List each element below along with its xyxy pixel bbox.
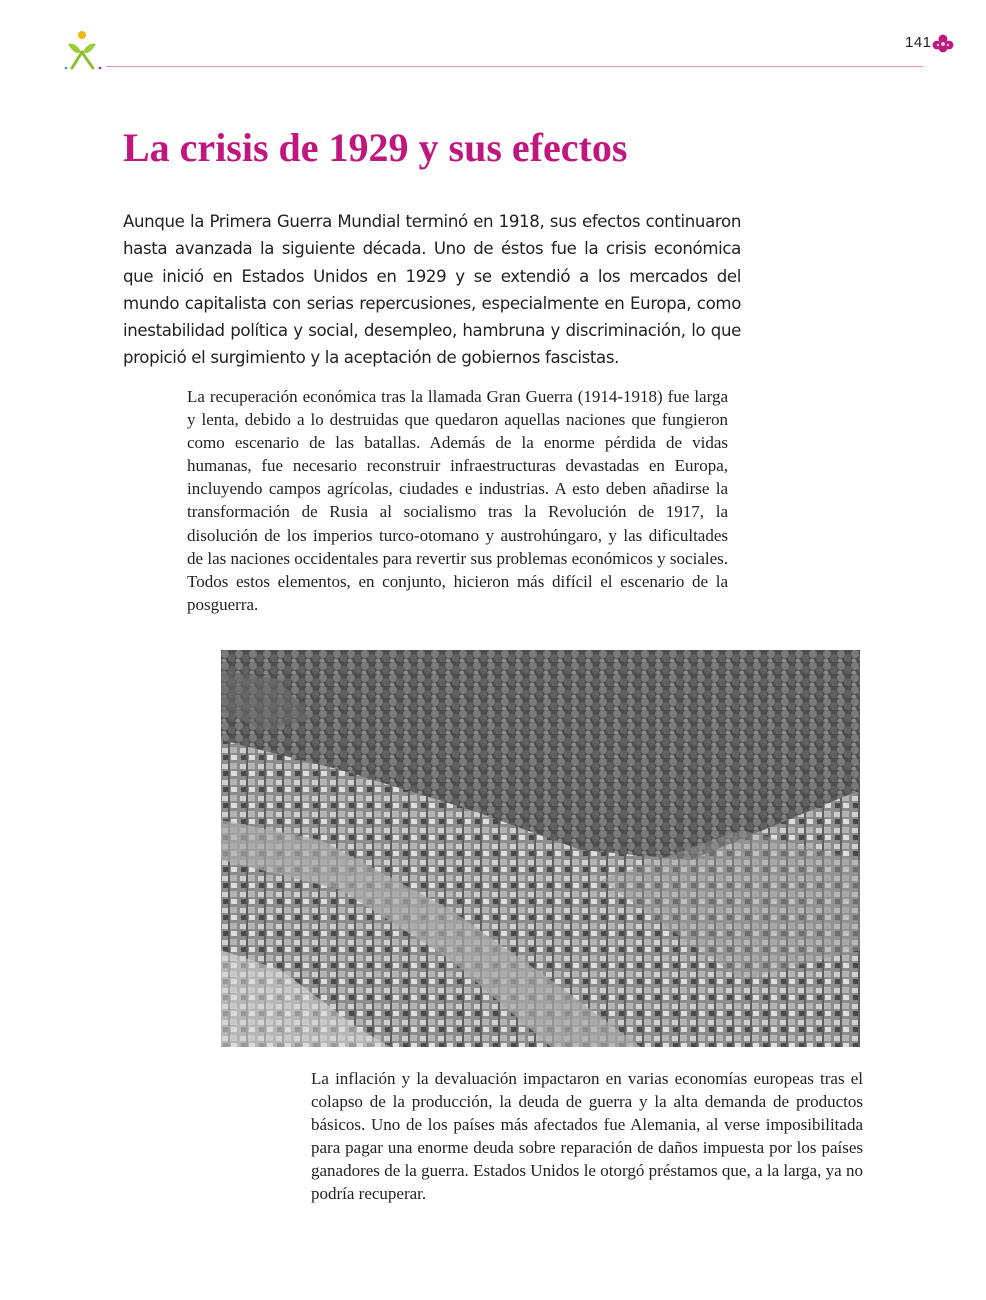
bombed-city-aerial-photo (221, 650, 860, 1047)
page-title: La crisis de 1929 y sus efectos (123, 125, 628, 170)
header-rule (106, 66, 923, 67)
intro-paragraph: Aunque la Primera Guerra Mundial terminó en 1918, sus efectos continuaron hasta avanzada la siguiente década. Uno de éstos fue la crisis económica que inició en Estados Unidos en 1929 y se extendió a los mercados del mundo capitalista con serias repercusiones, especialmente en Europa, como inestabilidad política y social, desempleo, hambruna y discriminación, lo que propició el surgimiento y la aceptación de gobiernos fascistas. (123, 212, 741, 368)
body-paragraph: La recuperación económica tras la llamada Gran Guerra (1914-1918) fue larga y lenta, debido a lo destruidas que quedaron aquellas naciones que fungieron como escenario de las batallas. Además de la enorme pérdida de vidas humanas, fue necesario reconstruir infraestructuras devastadas en Europa, incluyendo campos agrícolas, ciudades e industrias. A esto deben añadirse la transformación de Rusia al socialismo tras la Revolución de 1917, la disolución de los imperios turco-otomano y austrohúngaro, y las dificultades de las naciones occidentales para revertir sus problemas económicos y sociales. Todos estos elementos, en conjunto, hicieron más difícil el escenario de la posguerra. (187, 387, 728, 614)
photo-caption: La inflación y la devaluación impactaron en varias economías europeas tras el colapso de la producción, la deuda de guerra y la alta demanda de productos básicos. Uno de los países más afectados fue Alemania, al verse imposibilitada para pagar una enorme deuda sobre reparación de daños impuesta por los países ganadores de la guerra. Estados Unidos le otorgó préstamos que, a la larga, ya no podría recuperar. (311, 1069, 863, 1204)
flower-cluster-icon (931, 34, 955, 54)
flower-figure-icon (62, 30, 102, 72)
page-number: 141 (905, 34, 932, 51)
